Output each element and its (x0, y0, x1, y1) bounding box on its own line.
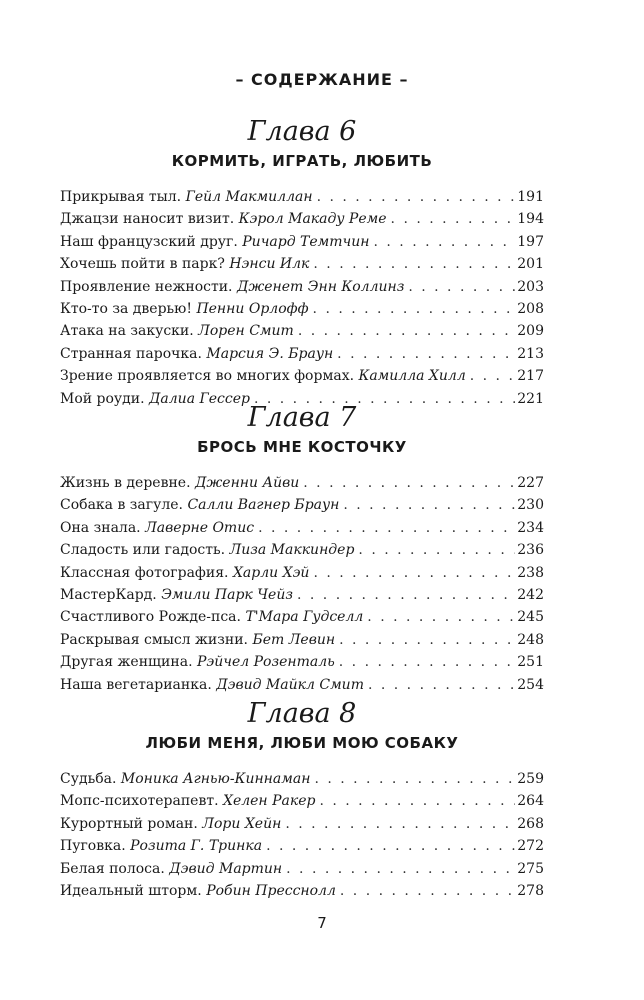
chapter-8 (60, 698, 544, 902)
entry-title: Хочешь пойти в парк? (60, 256, 225, 273)
chapter-label: Глава 7 (247, 402, 357, 433)
entry-page: 272 (517, 838, 544, 855)
dot-leader (339, 651, 516, 673)
toc-entry[interactable] (60, 629, 544, 651)
entry-author: Харли Хэй (232, 564, 310, 581)
chapter-7 (60, 402, 544, 696)
dot-leader (374, 231, 516, 253)
entry-author: Дженни Айви (195, 475, 300, 491)
entry-author: Робин Пресснолл (206, 882, 336, 899)
entry-title: Она знала. (60, 519, 141, 536)
dot-leader (340, 880, 515, 902)
entry-page: 221 (517, 390, 544, 407)
entry-page: 254 (517, 676, 544, 693)
chapter-label: Глава 8 (247, 698, 357, 729)
toc-entry[interactable] (60, 365, 544, 387)
entry-author: Пенни Орлофф (196, 300, 309, 317)
toc-entry[interactable] (60, 813, 544, 835)
toc-entry[interactable] (60, 584, 544, 606)
entry-page: 251 (517, 654, 544, 671)
entry-title: Другая женщина. (60, 654, 193, 671)
entry-title: Прикрывая тыл. (60, 189, 182, 205)
entry-author: Бет Левин (252, 631, 336, 648)
dot-leader (313, 298, 516, 320)
entry-title: Классная фотография. (60, 564, 229, 581)
entry-list (60, 472, 544, 696)
dot-leader (266, 835, 515, 857)
entry-title: Белая полоса. (60, 860, 165, 877)
entry-page: 275 (517, 860, 544, 877)
entry-author: Кэрол Макаду Реме (238, 211, 387, 228)
toc-entry[interactable] (60, 651, 544, 673)
entry-title: Наш французский друг. (60, 233, 238, 250)
contents-header: – СОДЕРЖАНИЕ – (235, 70, 409, 89)
entry-page: 217 (517, 368, 544, 385)
chapter-6 (60, 116, 544, 410)
dot-leader (317, 186, 516, 208)
entry-list (60, 768, 544, 902)
entry-page: 203 (517, 278, 544, 295)
entry-title: Атака на закуски. (60, 323, 194, 340)
toc-entry[interactable] (60, 320, 544, 342)
dot-leader (337, 343, 515, 365)
toc-entry[interactable] (60, 253, 544, 275)
toc-entry[interactable] (60, 494, 544, 516)
entry-page: 230 (517, 497, 544, 514)
dot-leader (408, 276, 515, 298)
toc-entry[interactable] (60, 674, 544, 696)
entry-page: 242 (517, 586, 544, 603)
entry-author: Розита Г. Тринка (130, 838, 263, 855)
entry-title: Кто-то за дверью! (60, 300, 192, 317)
toc-entry[interactable] (60, 835, 544, 857)
toc-entry[interactable] (60, 231, 544, 253)
entry-page: 278 (517, 882, 544, 899)
entry-title: Жизнь в деревне. (60, 475, 191, 491)
dot-leader (470, 365, 516, 387)
dot-leader (343, 494, 515, 516)
dot-leader (285, 813, 515, 835)
entry-title: Наша вегетарианка. (60, 676, 212, 693)
entry-author: Лорен Смит (198, 323, 294, 340)
entry-title: Курортный роман. (60, 815, 198, 832)
entry-title: Джацзи наносит визит. (60, 211, 235, 228)
entry-page: 227 (517, 475, 544, 491)
entry-title: Идеальный шторм. (60, 882, 202, 899)
entry-title: Раскрывая смысл жизни. (60, 631, 248, 648)
entry-title: Собака в загуле. (60, 497, 183, 514)
toc-entry[interactable] (60, 517, 544, 539)
toc-entry[interactable] (60, 768, 544, 790)
entry-page: 209 (517, 323, 544, 340)
entry-author: Моника Агнью-Киннаман (120, 771, 311, 787)
entry-page: 197 (517, 233, 544, 250)
entry-author: Лаверне Отис (145, 519, 255, 536)
toc-entry[interactable] (60, 858, 544, 880)
entry-title: Судьба. (60, 771, 117, 787)
toc-entry[interactable] (60, 276, 544, 298)
entry-title: Проявление нежности. (60, 278, 233, 295)
entry-author: Ричард Темтчин (242, 233, 370, 250)
dot-leader (314, 768, 515, 790)
dot-leader (358, 539, 515, 561)
toc-entry[interactable] (60, 790, 544, 812)
toc-entry[interactable] (60, 343, 544, 365)
entry-author: Далиа Гессер (149, 390, 250, 407)
toc-entry[interactable] (60, 880, 544, 902)
dot-leader (258, 517, 515, 539)
entry-author: Дэвид Майкл Смит (216, 676, 364, 693)
toc-entry[interactable] (60, 208, 544, 230)
toc-entry[interactable] (60, 606, 544, 628)
entry-page: 236 (517, 542, 544, 559)
dot-leader (313, 562, 515, 584)
toc-entry[interactable] (60, 472, 544, 494)
entry-author: Хелен Ракер (222, 793, 316, 810)
entry-author: Дженет Энн Коллинз (236, 278, 405, 295)
entry-title: Мой роуди. (60, 390, 145, 407)
toc-entry[interactable] (60, 562, 544, 584)
entry-page: 201 (517, 256, 544, 273)
dot-leader (286, 858, 515, 880)
entry-page: 238 (517, 564, 544, 581)
entry-author: Рэйчел Розенталь (196, 654, 335, 671)
dot-leader (297, 584, 515, 606)
entry-author: Дэвид Мартин (169, 860, 283, 877)
entry-author: Эмили Парк Чейз (161, 586, 293, 603)
entry-title: Зрение проявляется во многих формах. (60, 368, 355, 385)
chapter-title: КОРМИТЬ, ИГРАТЬ, ЛЮБИТЬ (171, 152, 433, 170)
entry-author: Камилла Хилл (358, 368, 466, 385)
chapter-title: ЛЮБИ МЕНЯ, ЛЮБИ МОЮ СОБАКУ (145, 734, 459, 752)
entry-page: 248 (517, 631, 544, 648)
entry-page: 191 (517, 189, 544, 205)
entry-page: 268 (517, 815, 544, 832)
toc-entry[interactable] (60, 186, 544, 208)
chapter-label: Глава 6 (247, 116, 357, 147)
dot-leader (339, 629, 515, 651)
entry-title: Сладость или гадость. (60, 542, 226, 559)
dot-leader (313, 253, 515, 275)
entry-author: Лиза Маккиндер (229, 542, 355, 559)
entry-author: Гейл Макмиллан (185, 189, 313, 205)
entry-author: Салли Вагнер Браун (187, 497, 340, 514)
entry-author: Марсия Э. Браун (206, 345, 334, 362)
chapter-title: БРОСЬ МНЕ КОСТОЧКУ (197, 438, 407, 456)
toc-entry[interactable] (60, 298, 544, 320)
entry-page: 245 (517, 609, 544, 626)
entry-page: 234 (517, 519, 544, 536)
entry-page: 259 (517, 771, 544, 787)
dot-leader (298, 320, 515, 342)
entry-author: Нэнси Илк (229, 256, 310, 273)
entry-title: МастерКард. (60, 586, 157, 603)
entry-page: 213 (517, 345, 544, 362)
entry-title: Странная парочка. (60, 345, 202, 362)
entry-title: Мопс-психотерапевт. (60, 793, 219, 810)
entry-author: Т'Мара Гудселл (245, 609, 364, 626)
entry-page: 194 (517, 211, 544, 228)
entry-title: Счастливого Рожде-пса. (60, 609, 241, 626)
dot-leader (303, 472, 515, 494)
dot-leader (367, 606, 515, 628)
toc-entry[interactable] (60, 539, 544, 561)
entry-list (60, 186, 544, 410)
dot-leader (319, 790, 515, 812)
dot-leader (368, 674, 515, 696)
entry-page: 208 (517, 300, 544, 317)
dot-leader (391, 208, 516, 230)
entry-title: Пуговка. (60, 838, 126, 855)
entry-author: Лори Хейн (202, 815, 282, 832)
page-number: 7 (317, 914, 327, 932)
entry-page: 264 (517, 793, 544, 810)
